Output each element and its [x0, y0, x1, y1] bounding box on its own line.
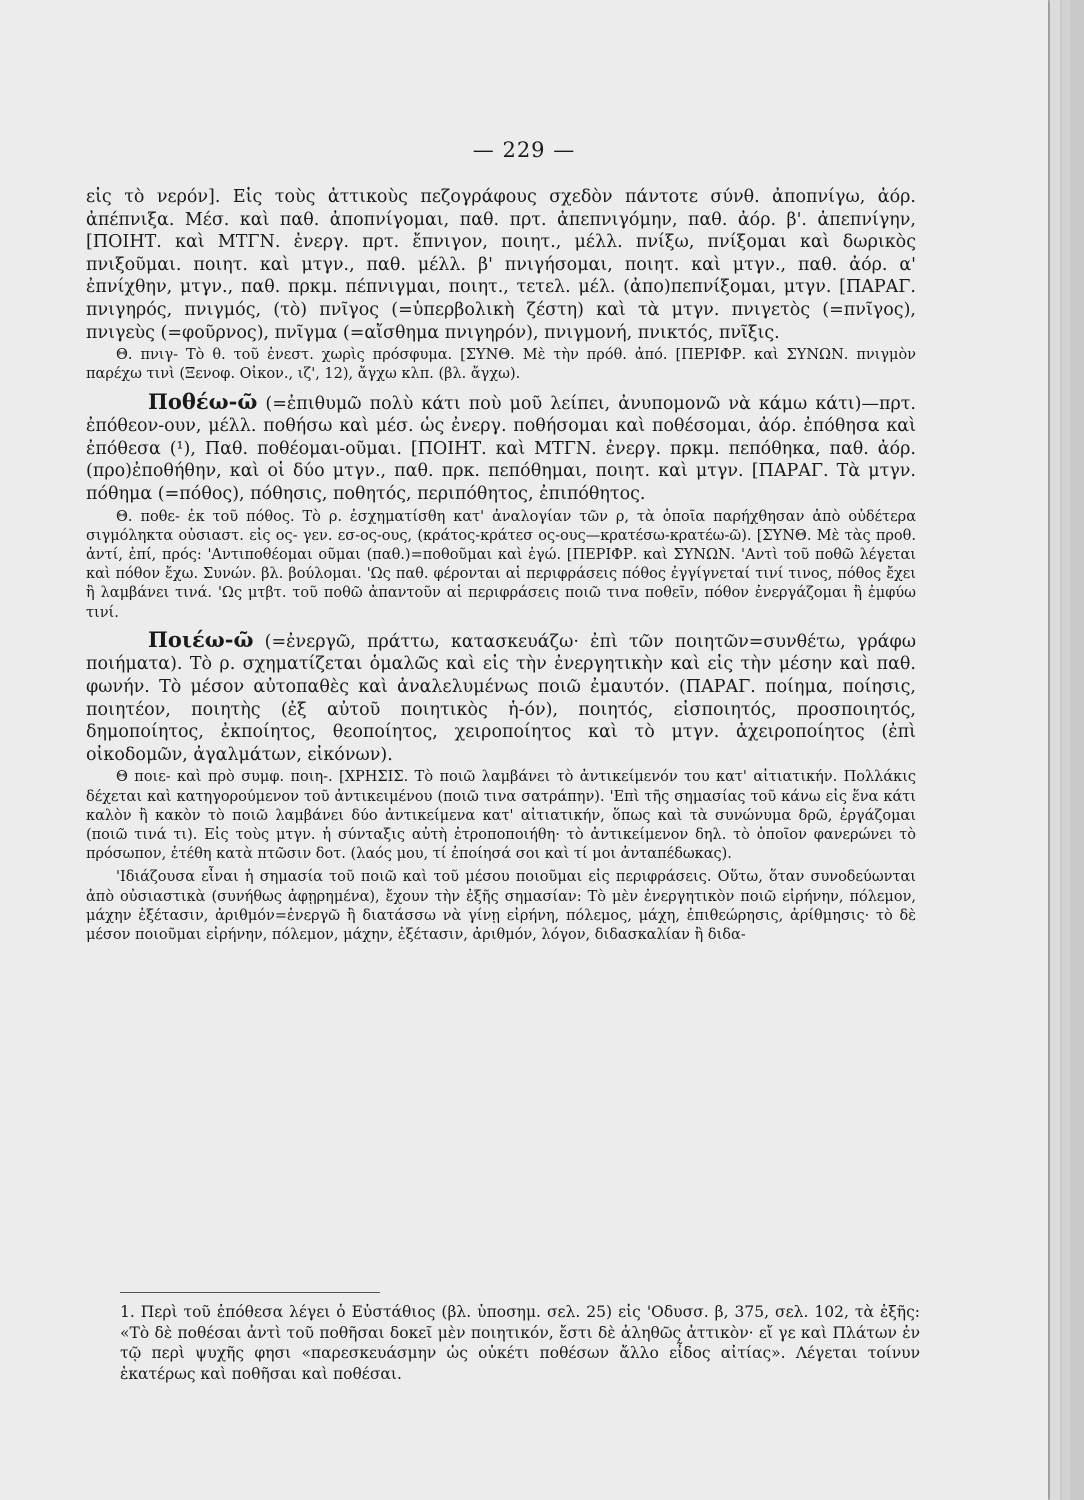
entry-poieo-body: (=ἐνεργῶ, πράττω, κατασκευάζω· ἐπὶ τῶν ποιητῶν=συνθέτω, γράφω ποιήματα). Τὸ ρ. σχηματίζεται ὁμαλῶς καὶ εἰς τὴν ἐνεργητικὴν καὶ εἰς τὴν μέσην καὶ παθ. φωνήν. Τὸ μέσον αὐτοπαθὲς καὶ ἀναλελυμένως ποιῶ ἐμαυτόν. (ΠΑΡΑΓ. ποίημα, ποίησις, ποιητέον, ποιητὴς (ἐξ αὐτοῦ ποιητικὸς ἡ-όν), ποιητός, εἰσποιητός, προσποιητός, δημοποίητος, ἐκποίητος, θεοποίητος, χειροποίητος καὶ τὸ μτγν. ἀχειροποίητος (ἐπὶ οἰκοδομῶν, ἀγαλμάτων, εἰκόνων).: [86, 631, 916, 765]
headword-poieo: Ποιέω-ῶ: [148, 626, 254, 652]
page-edge: [1050, 0, 1060, 1500]
footnote: 1. Περὶ τοῦ ἐπόθεσα λέγει ὁ Εὐστάθιος (βλ. ὑποσημ. σελ. 25) εἰς 'Οδυσσ. β, 375, σελ. 102, τὰ ἑξῆς: «Τὸ δὲ ποθέσαι ἀντὶ τοῦ ποθῆσαι δοκεῖ μὲν ποιητικόν, ἔστι δὲ ἀληθῶς ἀττικὸν· εἴ γε καὶ Πλάτων ἐν τῷ περὶ ψυχῆς φησι «παρεσκευάσμην ὡς οὐκέτι ποθέσων ἄλλο εἶδος αἰτίας». Λέγεται τοίνυν ἑκατέρως καὶ ποθῆσαι καὶ ποθέσαι.: [120, 1303, 920, 1383]
main-text: [86, 186, 916, 949]
page-edge-back: [1062, 0, 1070, 1500]
entry-potheo-note: Θ. ποθε- ἐκ τοῦ πόθος. Τὸ ρ. ἐσχηματίσθη κατ' ἀναλογίαν τῶν ρ, τὰ ὁποῖα παρήχθησαν ἀπὸ οὐδέτερα σιγμόληκτα οὐσιαστ. εἰς ος- γεν. εσ-ος-ους, (κράτος-κράτεσ ος-ους—κρατέσω-κρατέω-ῶ). [ΣΥΝΘ. Μὲ τὰς προθ. ἀντί, ἐπί, πρός: 'Αντιποθέομαι οῦμαι (παθ.)=ποθοῦμαι καὶ ἐγώ. [ΠΕΡΙΦΡ. καὶ ΣΥΝΩΝ. 'Αντὶ τοῦ ποθῶ λέγεται καὶ πόθον ἔχω. Συνών. βλ. βούλομαι. 'Ως παθ. φέρονται αἱ περιφράσεις πόθος ἐγγίγνεταί τινί τινος, πόθος ἔχει ἢ λαμβάνει τινά. 'Ως μτβτ. τοῦ ποθῶ ἀπαντοῦν αἱ περιφράσεις ποιῶ τινα ποθεῖν, πόθον ἐνεργάζομαι ἢ ἐμφύω τινί.: [86, 508, 916, 621]
headword-potheo: Ποθέω-ῶ: [148, 388, 258, 414]
footnote-rule: [120, 1292, 380, 1293]
entry-poieo: [86, 626, 916, 767]
intro-paragraph: εἰς τὸ νερόν]. Εἰς τοὺς ἀττικοὺς πεζογράφους σχεδὸν πάντοτε σύνθ. ἀποπνίγω, ἀόρ. ἀπέπνιξα. Μέσ. καὶ παθ. ἀποπνίγομαι, παθ. πρτ. ἀπεπνιγόμην, παθ. ἀόρ. β'. ἀπεπνίγην, [ΠΟΙΗΤ. καὶ ΜΤΓΝ. ἐνεργ. πρτ. ἔπνιγον, ποιητ., μέλλ. πνίξω, πνίξομαι καὶ δωρικὸς πνιξοῦμαι. ποιητ. καὶ μτγν., παθ. μέλλ. β' πνιγήσομαι, ποιητ. καὶ μτγν., παθ. ἀόρ. α' ἐπνίχθην, μτγν., παθ. πρκμ. πέπνιγμαι, ποιητ., τετελ. μέλ. (ἀπο)πεπνίξομαι, μτγν. [ΠΑΡΑΓ. πνιγηρός, πνιγμός, (τὸ) πνῖγος (=ὑπερβολικὴ ζέστη) καὶ τὰ μτγν. πνιγετὸς (=πνῖγος), πνιγεὺς (=φοῦρνος), πνῖγμα (=αἴσθημα πνιγηρόν), πνιγμονή, πνικτός, πνῖξις.: [86, 187, 916, 343]
entry-poieo-note2: 'Ιδιάζουσα εἶναι ἡ σημασία τοῦ ποιῶ καὶ τοῦ μέσου ποιοῦμαι εἰς περιφράσεις. Οὕτω, ὅταν συνοδεύωνται ἀπὸ οὐσιαστικὰ (συνήθως ἀφῃρημένα), ἔχουν τὴν ἐξῆς σημασίαν: Τὸ μὲν ἐνεργητικὸν ποιῶ εἰρήνην, πόλεμον, μάχην ἐξέτασιν, ἀριθμόν=ἐνεργῶ ἢ διατάσσω νὰ γίνῃ εἰρήνη, πόλεμος, μάχη, ἐπιθεώρησις, ἀρίθμησις· τὸ δὲ μέσον ποιοῦμαι εἰρήνην, πόλεμον, μάχην, ἐξέτασιν, ἀριθμόν, λόγον, διδασκαλίαν ἢ διδα-: [86, 869, 916, 943]
page-number: — 229 —: [472, 138, 576, 162]
entry-poieo-note: Θ ποιε- καὶ πρὸ συμφ. ποιη-. [ΧΡΗΣΙΣ. Τὸ ποιῶ λαμβάνει τὸ ἀντικείμενόν του κατ' αἰτιατικήν. Πολλάκις δέχεται καὶ κατηγορούμενον τοῦ ἀντικειμένου (ποιῶ τινα σατράπην). 'Επὶ τῆς σημασίας τοῦ κάνω εἰς ἕνα κάτι καλὸν ἢ κακὸν τὸ ποιῶ λαμβάνει δύο ἀντικείμενα κατ' αἰτιατικήν, ὅπως καὶ τὰ συνώνυμα δρῶ, ἐργάζομαι (ποιῶ τινά τι). Εἰς τοὺς μτγν. ἡ σύνταξις αὐτὴ ἐτροποποιήθη· τὸ ἀντικείμενον δηλ. τὸ ὁποῖον φανερώνει τὸ πρόσωπον, ἐτέθη κατὰ πτῶσιν δοτ. (λαός μου, τί ἐποίησά σοι καὶ τί μοι ἀνταπέδωκας).: [86, 769, 916, 863]
entry-potheo: [86, 388, 916, 506]
entry-potheo-body: (=ἐπιθυμῶ πολὺ κάτι ποὺ μοῦ λείπει, ἀνυπομονῶ νὰ κάμω κάτι)—πρτ. ἐπόθεον-ουν, μέλλ. ποθήσω καὶ μέσ. ὡς ἐνεργ. ποθήσομαι καὶ ποθέσομαι, ἀόρ. ἐπόθησα καὶ ἐπόθεσα (¹), Παθ. ποθέομαι-οῦμαι. [ΠΟΙΗΤ. καὶ ΜΤΓΝ. ἐνεργ. πρκμ. πεπόθηκα, παθ. ἀόρ. (προ)ἐποθήθην, καὶ οἱ δύο μτγν., παθ. πρκ. πεπόθημαι, ποιητ. καὶ μτγν. [ΠΑΡΑΓ. Τὰ μτγν. πόθημα (=πόθος), πόθησις, ποθητός, περιπόθητος, ἐπιπόθητος.: [86, 393, 916, 504]
intro-note: Θ. πνιγ- Τὸ θ. τοῦ ἐνεστ. χωρὶς πρόσφυμα. [ΣΥΝΘ. Μὲ τὴν πρόθ. ἀπό. [ΠΕΡΙΦΡ. καὶ ΣΥΝΩΝ. πνιγμὸν παρέχω τινὶ (Ξενοφ. Οἰκον., ιζ', 12), ἄγχω κλπ. (βλ. ἄγχω).: [86, 347, 916, 383]
